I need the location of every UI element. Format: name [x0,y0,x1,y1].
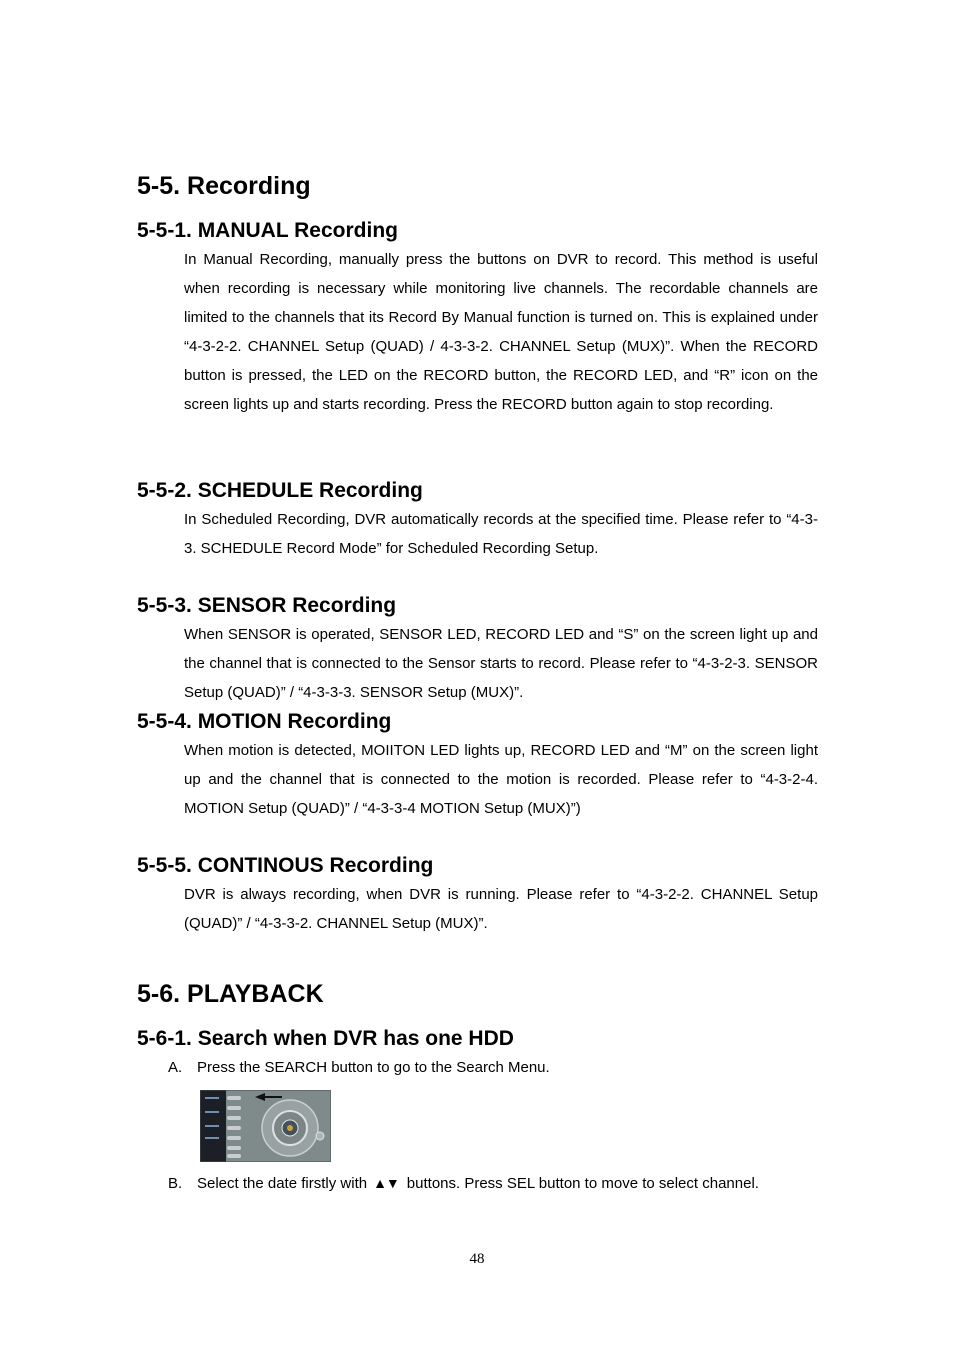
step-a-text: Press the SEARCH button to go to the Search Menu. [197,1059,550,1076]
subsection-title-motion-recording: 5-5-4. MOTION Recording [137,710,392,733]
section-title-playback: 5-6. PLAYBACK [137,980,324,1008]
search-menu-image [200,1090,331,1162]
step-a-marker: A. [168,1059,183,1076]
section-title-recording: 5-5. Recording [137,172,311,200]
step-b-marker: B. [168,1175,183,1192]
step-a [168,1053,818,1082]
manual-recording-text: In Manual Recording, manually press the buttons on DVR to record. This method is useful when recording is necessary while monitoring live channels. The recordable channels are limited to the channels that its Record By Manual function is turned on. This is explained under “4-3-2-2. CHANNEL Setup (QUAD) / 4-3-3-2. CHANNEL Setup (MUX)”. When the RECORD button is pressed, the LED on the RECORD button, the RECORD LED, and “R” icon on the screen lights up and starts recording. Press the RECORD button again to stop recording. [184,251,818,413]
subsection-title-sensor-recording: 5-5-3. SENSOR Recording [137,594,397,617]
subsection-title-continous-recording: 5-5-5. CONTINOUS Recording [137,854,434,877]
up-down-arrows-icon: ▲▼ [373,1175,399,1191]
step-b [168,1169,818,1198]
subsection-title-search-one-hdd: 5-6-1. Search when DVR has one HDD [137,1027,514,1050]
page-number: 48 [469,1251,485,1267]
subsection-title-schedule-recording: 5-5-2. SCHEDULE Recording [137,479,423,502]
sensor-recording-text: When SENSOR is operated, SENSOR LED, RECORD LED and “S” on the screen light up and the channel that is connected to the Sensor starts to record. Please refer to “4-3-2-3. SENSOR Setup (QUAD)” / “4-3-3-3. SENSOR Setup (MUX)”. [184,626,818,701]
step-b-text-after: buttons. Press SEL button to move to select channel. [406,1175,759,1192]
subsection-title-manual-recording: 5-5-1. MANUAL Recording [137,219,398,242]
step-b-text-before: Select the date firstly with [197,1175,368,1192]
motion-recording-text: When motion is detected, MOIITON LED lights up, RECORD LED and “M” on the screen light up and the channel that is connected to the motion is recorded. Please refer to “4-3-2-4. MOTION Setup (QUAD)” / “4-3-3-4 MOTION Setup (MUX)”) [184,742,818,817]
continous-recording-text: DVR is always recording, when DVR is running. Please refer to “4-3-2-2. CHANNEL Setup (QUAD)” / “4-3-3-2. CHANNEL Setup (MUX)”. [184,886,818,932]
schedule-recording-text: In Scheduled Recording, DVR automatically records at the specified time. Please refer to “4-3-3. SCHEDULE Record Mode” for Scheduled Recording Setup. [184,511,818,557]
